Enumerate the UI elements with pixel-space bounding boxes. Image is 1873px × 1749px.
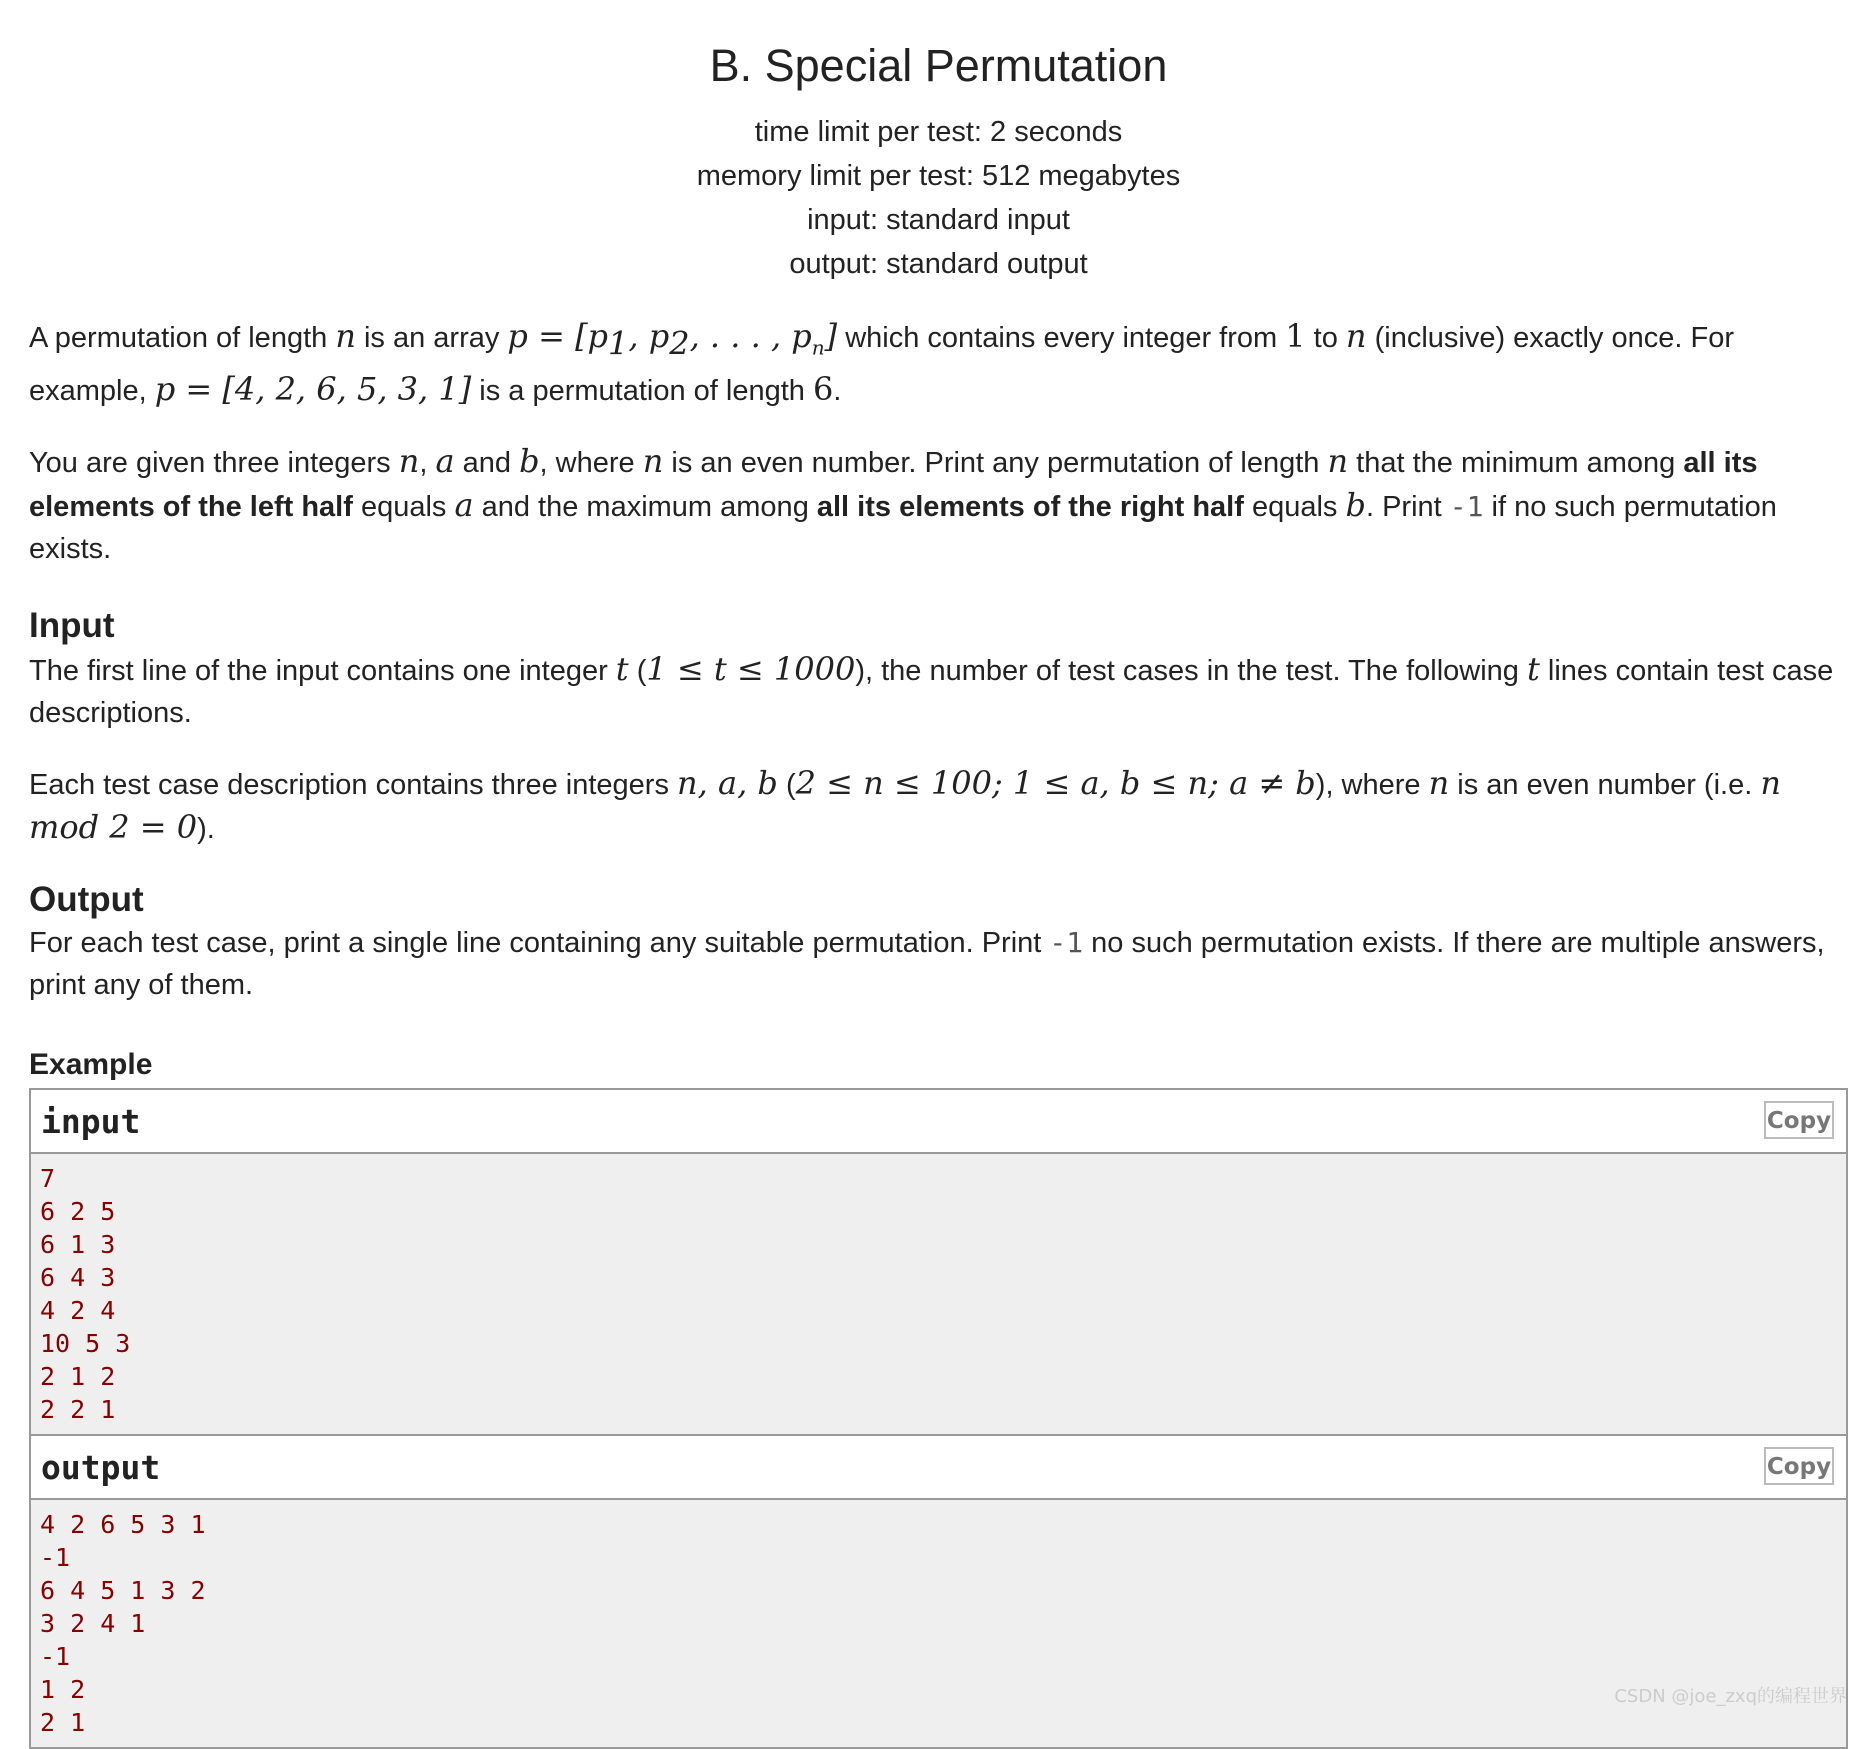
bold-left-half: all its elements of the left half — [29, 447, 1758, 524]
math: p = [p — [507, 317, 609, 355]
text: . — [833, 375, 842, 408]
math-sub: 1 — [608, 324, 629, 363]
text: , where — [539, 447, 643, 480]
example-title: Example — [29, 1048, 153, 1082]
input-file: input: standard input — [807, 204, 1070, 236]
text: For each test case, print a single line containing any suitable permutation. Print — [29, 927, 1050, 960]
math-sub: n — [811, 335, 825, 360]
sample-test — [29, 1088, 1848, 1749]
text: equals — [352, 491, 455, 524]
sample-line: 4 2 4 — [40, 1296, 116, 1326]
copy-input-button[interactable]: Copy — [1764, 1101, 1834, 1139]
sample-line: 6 4 3 — [40, 1263, 116, 1293]
problem-page — [29, 0, 1848, 1749]
limits — [29, 110, 1848, 286]
output-paragraph — [29, 922, 1848, 1006]
code-minus-one: -1 — [1449, 490, 1484, 524]
sample-input-content — [31, 1154, 1846, 1434]
math-sub: 2 — [669, 324, 690, 363]
text: A permutation of length — [29, 322, 336, 354]
text: You are given three integers — [29, 447, 399, 480]
math-t: t — [615, 650, 629, 689]
sample-line: 6 1 3 — [40, 1230, 116, 1260]
output-section-title: Output — [29, 880, 144, 920]
input-paragraph-2 — [29, 762, 1848, 850]
math: , p — [628, 317, 670, 355]
text: ), the number of test cases in the test. The following — [855, 655, 1527, 688]
text: ( — [777, 769, 796, 802]
text: Each test case description contains three integers — [29, 769, 678, 802]
text: equals — [1243, 491, 1346, 524]
math-n: n — [1345, 317, 1367, 355]
code-minus-one: -1 — [1049, 926, 1084, 960]
sample-output-header — [31, 1436, 1846, 1500]
sample-line: 3 2 4 1 — [40, 1609, 146, 1639]
sample-line: 2 1 2 — [40, 1362, 116, 1392]
text: which contains every integer from — [837, 322, 1286, 354]
statement-paragraph-1 — [29, 315, 1848, 412]
text: ), where — [1315, 769, 1429, 802]
sample-line: -1 — [40, 1642, 71, 1672]
math-n: n — [335, 317, 356, 355]
problem-title: B. Special Permutation — [709, 40, 1168, 91]
sample-line: 6 4 5 1 3 2 — [40, 1576, 206, 1606]
time-limit: time limit per test: 2 seconds — [754, 116, 1123, 148]
text: to — [1305, 322, 1346, 354]
sample-output-content — [31, 1500, 1846, 1747]
input-paragraph-1 — [29, 648, 1848, 734]
sample-output-label: output — [41, 1448, 161, 1488]
text: lines contain test case descriptions. — [29, 655, 1834, 730]
math-n: n — [1327, 442, 1349, 481]
output-file: output: standard output — [789, 248, 1088, 280]
text: and — [454, 447, 520, 480]
math-mod: n mod 2 = 0 — [29, 764, 1781, 847]
sample-line: 2 1 — [40, 1708, 86, 1738]
math-one: 1 — [1285, 317, 1306, 355]
math-range: 1 ≤ t ≤ 1000 — [646, 650, 856, 689]
text: that the minimum among — [1348, 447, 1684, 480]
text: The first line of the input contains one integer — [29, 655, 616, 688]
text: ( — [628, 655, 647, 688]
copy-output-button[interactable]: Copy — [1764, 1447, 1834, 1485]
text: . Print — [1365, 491, 1450, 524]
math-constraints: 2 ≤ n ≤ 100; 1 ≤ a, b ≤ n; a ≠ b — [795, 764, 1316, 803]
math-example: p = [4, 2, 6, 5, 3, 1] — [154, 370, 472, 409]
sample-line: 2 2 1 — [40, 1395, 116, 1425]
math-n: n — [398, 442, 420, 481]
sample-line: 4 2 6 5 3 1 — [40, 1510, 206, 1540]
text: is an even number (i.e. — [1449, 769, 1761, 802]
math-b: b — [1345, 486, 1366, 525]
math: , . . . , p — [689, 317, 812, 355]
text: no such permutation exists. If there are multiple answers, print any of them. — [29, 927, 1825, 1002]
sample-line: -1 — [40, 1543, 71, 1573]
memory-limit: memory limit per test: 512 megabytes — [696, 160, 1181, 192]
text: ). — [197, 813, 215, 846]
math-vars: n, a, b — [677, 764, 778, 803]
sample-line: 7 — [40, 1164, 56, 1194]
sample-input-label: input — [41, 1102, 141, 1142]
text: and the maximum among — [473, 491, 817, 524]
math-a: a — [435, 442, 455, 481]
math-a: a — [454, 486, 474, 525]
sample-line: 6 2 5 — [40, 1197, 116, 1227]
math-six: 6 — [812, 370, 834, 409]
statement-paragraph-2 — [29, 440, 1848, 570]
sample-line: 1 2 — [40, 1675, 86, 1705]
text: is an array — [355, 322, 508, 354]
text: is an even number. Print any permutation of length — [663, 447, 1328, 480]
text: (inclusive) exactly once. For example, — [29, 322, 1734, 408]
math-b: b — [519, 442, 540, 481]
text: if no such permutation exists. — [29, 491, 1777, 566]
math-t: t — [1527, 650, 1540, 689]
bold-right-half: all its elements of the right half — [816, 491, 1244, 524]
text: is a permutation of length — [471, 375, 813, 408]
problem-header — [29, 0, 1848, 286]
math-array-expr — [507, 317, 838, 363]
math-n: n — [1428, 764, 1450, 803]
watermark: CSDN @joe_zxq的编程世界 — [1614, 1686, 1847, 1707]
input-section-title: Input — [29, 606, 115, 646]
math: ] — [824, 317, 838, 355]
sample-line: 10 5 3 — [40, 1329, 131, 1359]
text: , — [419, 447, 436, 480]
math-n: n — [642, 442, 664, 481]
sample-input-header — [31, 1090, 1846, 1154]
